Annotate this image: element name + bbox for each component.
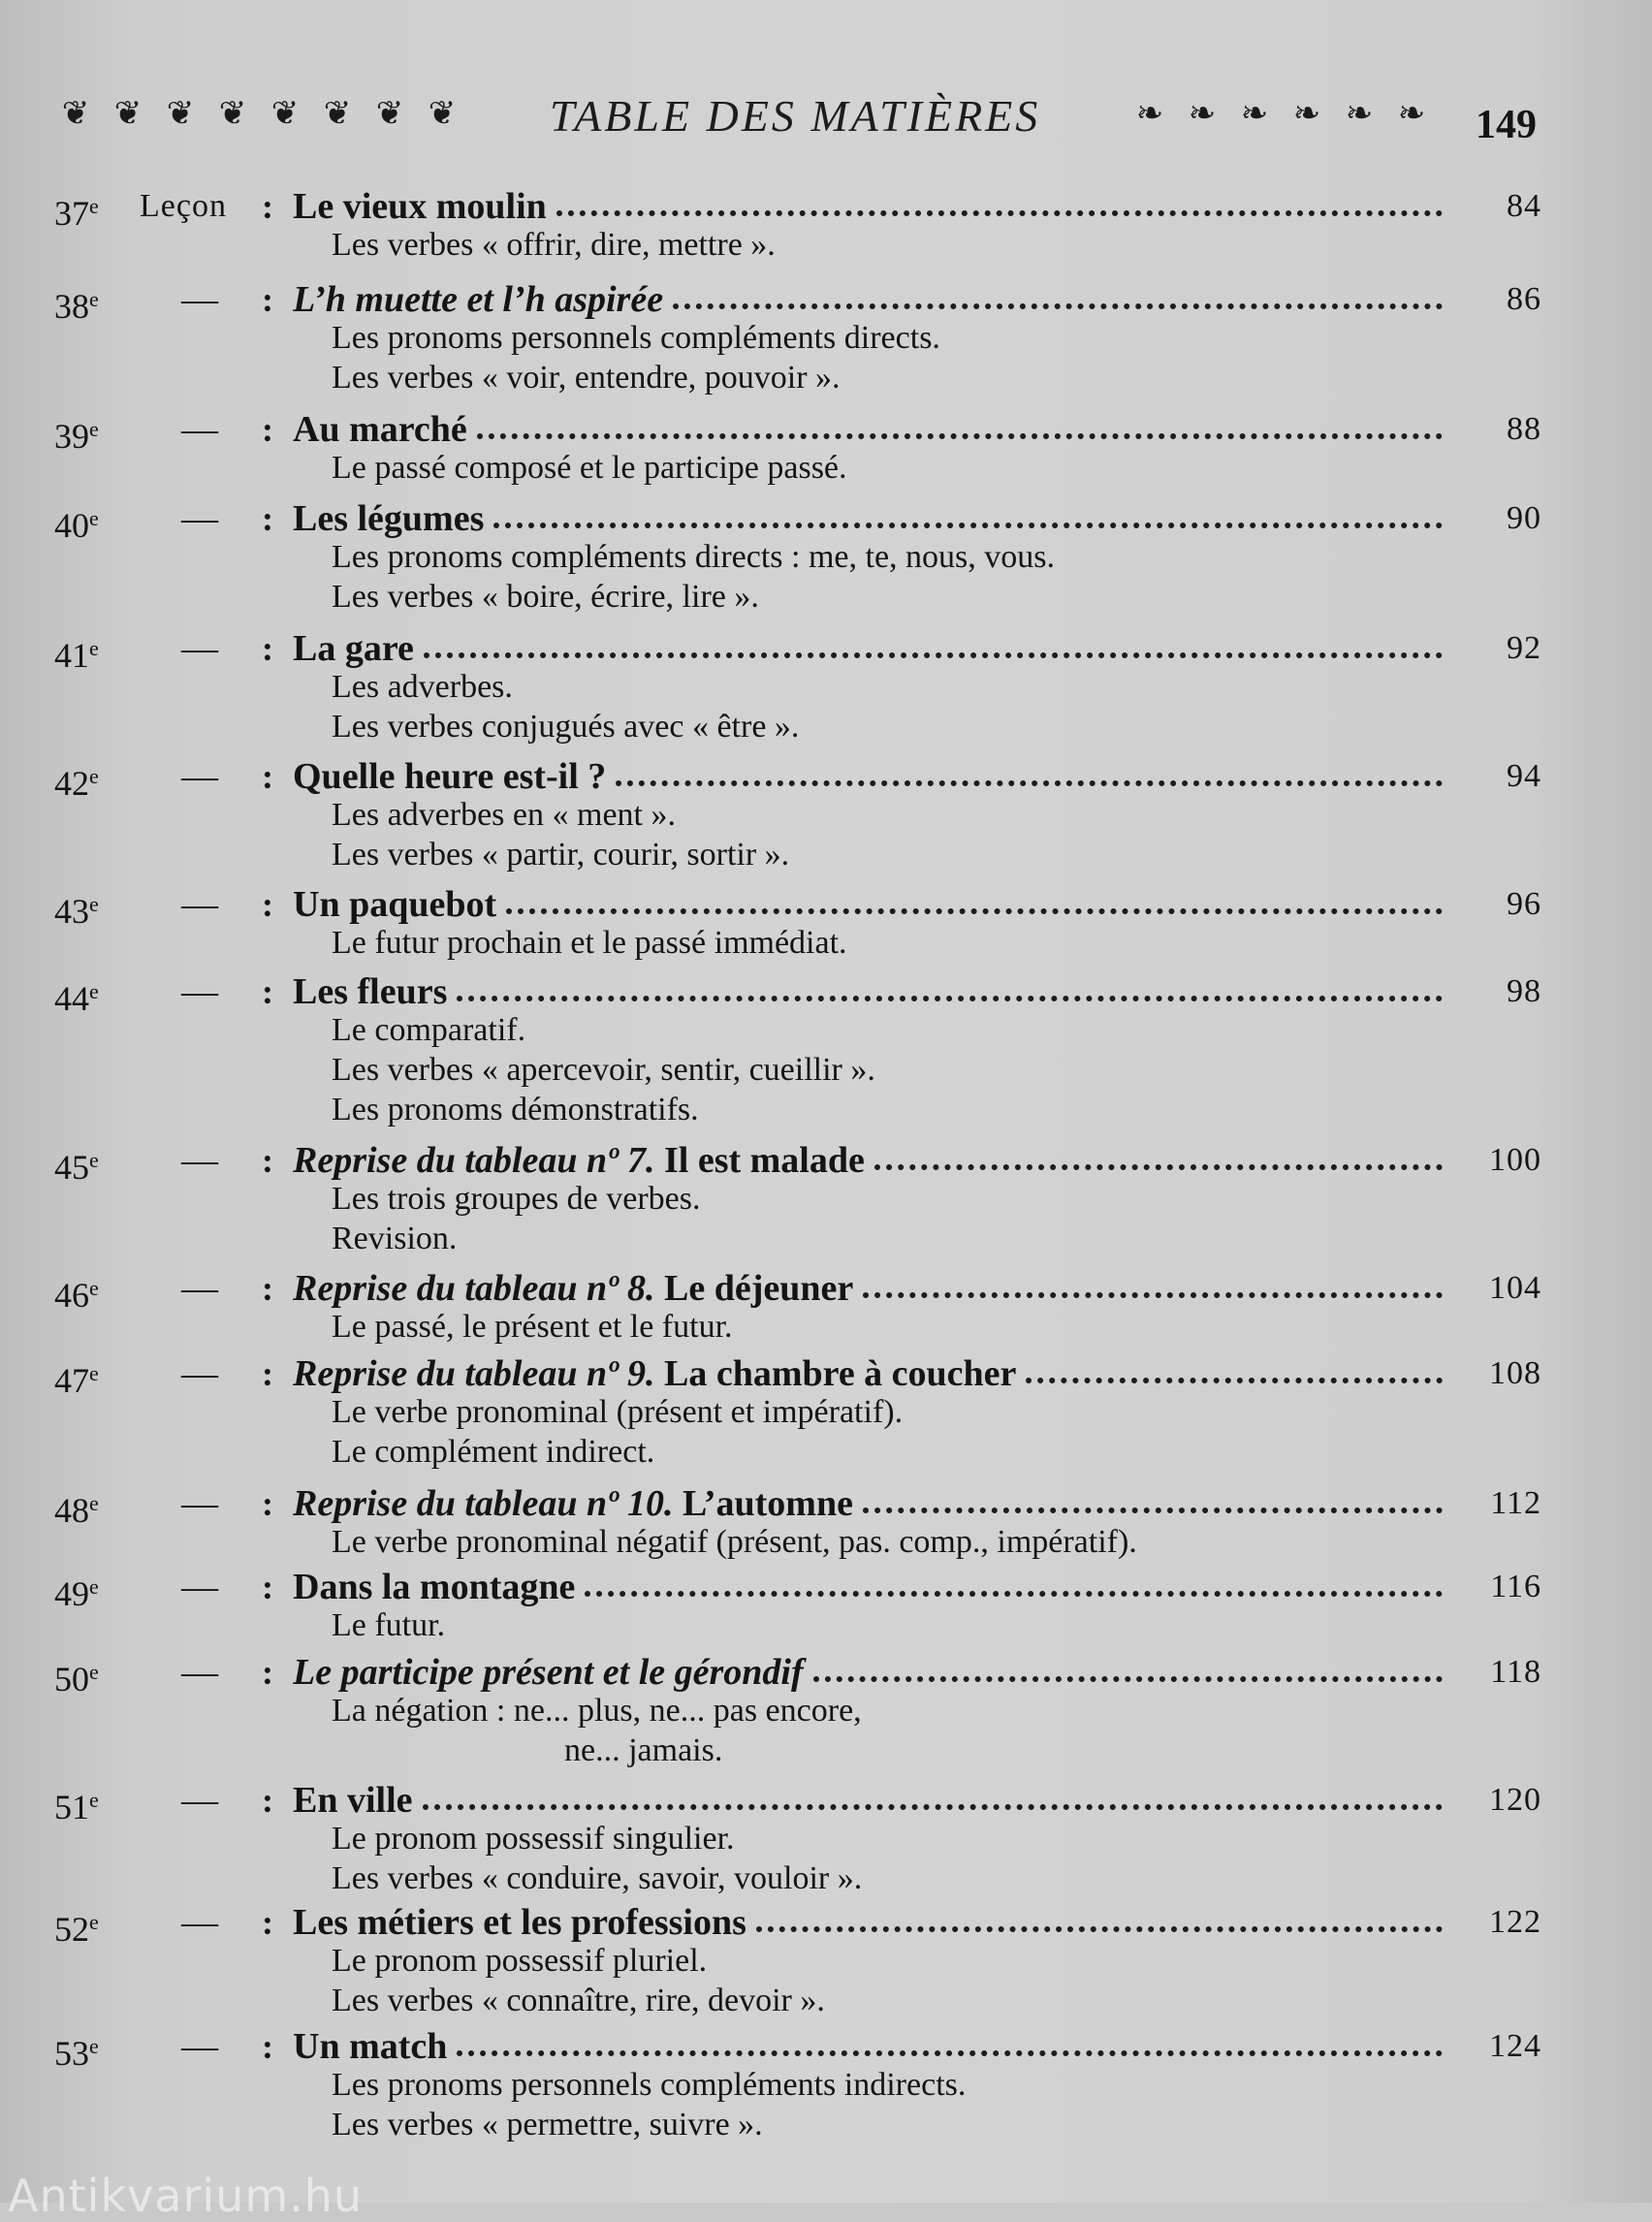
dot-leader [673, 292, 1443, 309]
dot-leader [756, 1915, 1443, 1932]
ditto-dash: — [181, 628, 218, 669]
entry-page-number: 124 [1489, 2028, 1541, 2064]
entry-title-text: Le vieux moulin [293, 186, 547, 227]
entry-topic: Le futur. [332, 1607, 446, 1643]
entry-topic: Les pronoms personnels compléments directs. [332, 320, 940, 356]
entry-title-line [293, 752, 1443, 801]
entry-topic: Les verbes « apercevoir, sentir, cueillir ». [332, 1052, 875, 1088]
entry-title [293, 1776, 413, 1825]
entry-topic: Le futur prochain et le passé immédiat. [332, 925, 847, 961]
entry-topic: Les verbes « connaître, rire, devoir ». [332, 1983, 825, 2018]
entry-topic: Les pronoms compléments directs : me, te, nous, vous. [332, 539, 1055, 575]
entry-title-text: Les fleurs [293, 971, 448, 1012]
page-title: TABLE DES MATIÈRES [550, 91, 1041, 141]
separator-colon: : [262, 1141, 273, 1180]
entry-title-text: Les légumes [293, 498, 485, 539]
ditto-dash: — [181, 884, 218, 925]
entry-title [293, 182, 547, 231]
dot-leader [585, 1579, 1443, 1597]
entry-topic: ne... jamais. [564, 1732, 723, 1768]
entry-topic: Les trois groupes de verbes. [332, 1181, 701, 1217]
lesson-number: 39e [54, 417, 99, 456]
lesson-number: 40e [54, 506, 99, 545]
entry-page-number: 94 [1507, 758, 1541, 794]
entry-page-number: 122 [1489, 1904, 1541, 1940]
lesson-number: 46e [54, 1276, 99, 1315]
dot-leader [424, 641, 1443, 658]
entry-title [293, 968, 447, 1016]
entry-title-line [293, 2022, 1443, 2071]
separator-colon: : [262, 410, 273, 449]
lesson-number: 52e [54, 1910, 99, 1949]
dot-leader [457, 984, 1443, 1001]
entry-title [293, 1479, 853, 1528]
entry-title-text: Un paquebot [293, 884, 497, 925]
ditto-dash: — [181, 1780, 218, 1821]
entry-page-number: 90 [1507, 500, 1541, 536]
entry-title-text: Au marché [293, 409, 467, 450]
entry-topic: Les adverbes en « ment ». [332, 797, 676, 833]
entry-page-number: 118 [1490, 1654, 1541, 1690]
entry-title-line [293, 1563, 1443, 1611]
entry-page-number: 86 [1507, 281, 1541, 317]
fleuron-icon: ❦ [61, 96, 90, 132]
dot-leader [863, 1496, 1443, 1513]
ditto-dash: — [181, 1353, 218, 1394]
lesson-number: 42e [54, 764, 99, 803]
entry-title [293, 2022, 447, 2071]
entry-title-line [293, 1479, 1443, 1528]
entry-title-italic: Reprise du tableau nº 8. [293, 1268, 655, 1309]
entry-title-line [293, 275, 1443, 324]
dot-leader [813, 1665, 1443, 1682]
separator-colon: : [262, 629, 273, 668]
dot-leader [1026, 1366, 1443, 1383]
entry-title [293, 405, 467, 454]
lesson-number: 48e [54, 1491, 99, 1530]
lesson-number: 38e [54, 287, 99, 326]
entry-topic: Les verbes conjugués avec « être ». [332, 709, 800, 745]
entry-title-line [293, 182, 1443, 231]
fleuron-icon: ❧ [1240, 96, 1269, 132]
separator-colon: : [262, 2027, 273, 2066]
entry-page-number: 98 [1507, 973, 1541, 1009]
ditto-dash: — [181, 1652, 218, 1693]
entry-title [293, 880, 496, 929]
entry-title [293, 624, 414, 673]
entry-topic: Le passé, le présent et le futur. [332, 1309, 733, 1345]
entry-page-number: 88 [1507, 411, 1541, 447]
entry-topic: Les verbes « offrir, dire, mettre ». [332, 227, 776, 263]
separator-colon: : [262, 1484, 273, 1523]
entry-title-text: Il est malade [664, 1140, 865, 1181]
entry-title [293, 1898, 747, 1947]
entry-title [293, 1563, 575, 1611]
entry-page-number: 108 [1489, 1355, 1541, 1391]
ditto-dash: — [181, 971, 218, 1012]
ditto-dash: — [181, 498, 218, 539]
entry-title-line [293, 1776, 1443, 1825]
ditto-dash: — [181, 1483, 218, 1524]
fleuron-icon: ❧ [1292, 96, 1321, 132]
entry-title [293, 1648, 804, 1697]
lesson-number: 47e [54, 1361, 99, 1400]
ditto-dash: — [181, 1268, 218, 1309]
entry-topic: Les adverbes. [332, 669, 513, 705]
entry-topic: Les verbes « conduire, savoir, vouloir ». [332, 1860, 863, 1896]
entry-title-line [293, 494, 1443, 543]
entry-page-number: 112 [1490, 1485, 1541, 1521]
entry-topic: Les pronoms démonstratifs. [332, 1092, 699, 1127]
lesson-number: 53e [54, 2034, 99, 2073]
entry-title [293, 275, 663, 324]
entry-title-text: La gare [293, 628, 414, 669]
separator-colon: : [262, 972, 273, 1011]
separator-colon: : [262, 1903, 273, 1942]
ditto-dash: — [181, 756, 218, 797]
ditto-dash: — [181, 1140, 218, 1181]
entry-title-text: En ville [293, 1780, 413, 1821]
entry-title-text: Le déjeuner [664, 1268, 854, 1309]
dot-leader [506, 897, 1443, 914]
entry-title-italic: Reprise du tableau nº 9. [293, 1353, 655, 1394]
entry-topic: Les verbes « boire, écrire, lire ». [332, 579, 759, 615]
dot-leader [477, 422, 1443, 439]
fleuron-icon: ❦ [113, 96, 143, 132]
entry-title-line [293, 1349, 1443, 1398]
fleuron-icon: ❦ [323, 96, 352, 132]
entry-title-italic: L’h muette et l’h aspirée [293, 279, 664, 320]
fleuron-icon: ❦ [270, 96, 300, 132]
entry-page-number: 100 [1489, 1142, 1541, 1178]
fleuron-icon: ❦ [166, 96, 195, 132]
ditto-dash: — [181, 1902, 218, 1943]
entry-topic: Le pronom possessif pluriel. [332, 1943, 708, 1979]
entry-topic: Le passé composé et le participe passé. [332, 450, 847, 486]
separator-colon: : [262, 499, 273, 538]
entry-title-text: Les métiers et les professions [293, 1902, 747, 1943]
ditto-dash: — [181, 2026, 218, 2067]
entry-topic: La négation : ne... plus, ne... pas encore, [332, 1693, 862, 1729]
separator-colon: : [262, 1354, 273, 1393]
entry-title-text: Un match [293, 2026, 448, 2067]
entry-topic: Le complément indirect. [332, 1434, 655, 1470]
entry-topic: Les verbes « voir, entendre, pouvoir ». [332, 360, 841, 396]
separator-colon: : [262, 885, 273, 924]
entry-topic: Le pronom possessif singulier. [332, 1821, 735, 1857]
entry-title [293, 1136, 865, 1185]
fleuron-icon: ❧ [1397, 96, 1426, 132]
entry-topic: Le verbe pronominal négatif (présent, pas. comp., impératif). [332, 1524, 1137, 1560]
entry-title-line [293, 1898, 1443, 1947]
entry-topic: Le verbe pronominal (présent et impératif). [332, 1394, 904, 1430]
entry-title [293, 752, 606, 801]
dot-leader [874, 1153, 1443, 1170]
lesson-number: 37e [54, 194, 99, 233]
entry-title-italic: Reprise du tableau nº 7. [293, 1140, 655, 1181]
entry-title-text: Dans la montagne [293, 1567, 576, 1607]
fleuron-icon: ❧ [1188, 96, 1217, 132]
entry-topic: Les pronoms personnels compléments indirects. [332, 2067, 967, 2103]
dot-leader [616, 769, 1443, 786]
entry-title-line [293, 1264, 1443, 1313]
entry-title-line [293, 405, 1443, 454]
entry-page-number: 96 [1507, 886, 1541, 922]
entry-topic: Les verbes « partir, courir, sortir ». [332, 837, 790, 873]
entry-title [293, 1264, 853, 1313]
dot-leader [493, 511, 1443, 528]
entry-title-text: Quelle heure est-il ? [293, 756, 607, 797]
entry-page-number: 116 [1490, 1569, 1541, 1604]
separator-colon: : [262, 1568, 273, 1606]
ditto-dash: — [181, 279, 218, 320]
entry-page-number: 92 [1507, 630, 1541, 666]
ditto-dash: — [181, 409, 218, 450]
lesson-number: 49e [54, 1574, 99, 1613]
dot-leader [863, 1281, 1443, 1298]
entry-title-italic: Reprise du tableau nº 10. [293, 1483, 674, 1524]
entry-title-text: La chambre à coucher [664, 1353, 1017, 1394]
entry-topic: Le comparatif. [332, 1012, 526, 1048]
lesson-number: 50e [54, 1660, 99, 1698]
entry-title-line [293, 624, 1443, 673]
fleuron-icon: ❧ [1135, 96, 1164, 132]
entry-title [293, 1349, 1016, 1398]
entry-title-line [293, 968, 1443, 1016]
separator-colon: : [262, 187, 273, 226]
fleuron-icon: ❦ [428, 96, 457, 132]
watermark: Antikvarium.hu [8, 2170, 364, 2222]
entry-title-text: L’automne [683, 1483, 853, 1524]
separator-colon: : [262, 280, 273, 319]
lesson-number: 43e [54, 892, 99, 931]
entry-title-line [293, 1136, 1443, 1185]
lecon-label: Leçon [140, 188, 227, 224]
lesson-number: 44e [54, 979, 99, 1018]
entry-topic: Revision. [332, 1221, 458, 1256]
entry-title [293, 494, 484, 543]
lesson-number: 45e [54, 1148, 99, 1187]
entry-page-number: 120 [1489, 1782, 1541, 1818]
page-number: 149 [1476, 103, 1537, 147]
lesson-number: 51e [54, 1788, 99, 1826]
separator-colon: : [262, 1269, 273, 1308]
entry-title-line [293, 1648, 1443, 1697]
separator-colon: : [262, 757, 273, 796]
fleuron-icon: ❦ [218, 96, 247, 132]
entry-page-number: 84 [1507, 188, 1541, 224]
dot-leader [423, 1793, 1443, 1810]
separator-colon: : [262, 1781, 273, 1820]
ditto-dash: — [181, 1567, 218, 1607]
fleuron-icon: ❦ [375, 96, 404, 132]
entry-title-italic: Le participe présent et le gérondif [293, 1652, 804, 1693]
entry-page-number: 104 [1489, 1270, 1541, 1306]
fleuron-icon: ❧ [1345, 96, 1374, 132]
separator-colon: : [262, 1653, 273, 1692]
dot-leader [457, 2039, 1443, 2056]
entry-title-line [293, 880, 1443, 929]
dot-leader [556, 199, 1443, 216]
entry-topic: Les verbes « permettre, suivre ». [332, 2107, 763, 2143]
lesson-number: 41e [54, 636, 99, 675]
